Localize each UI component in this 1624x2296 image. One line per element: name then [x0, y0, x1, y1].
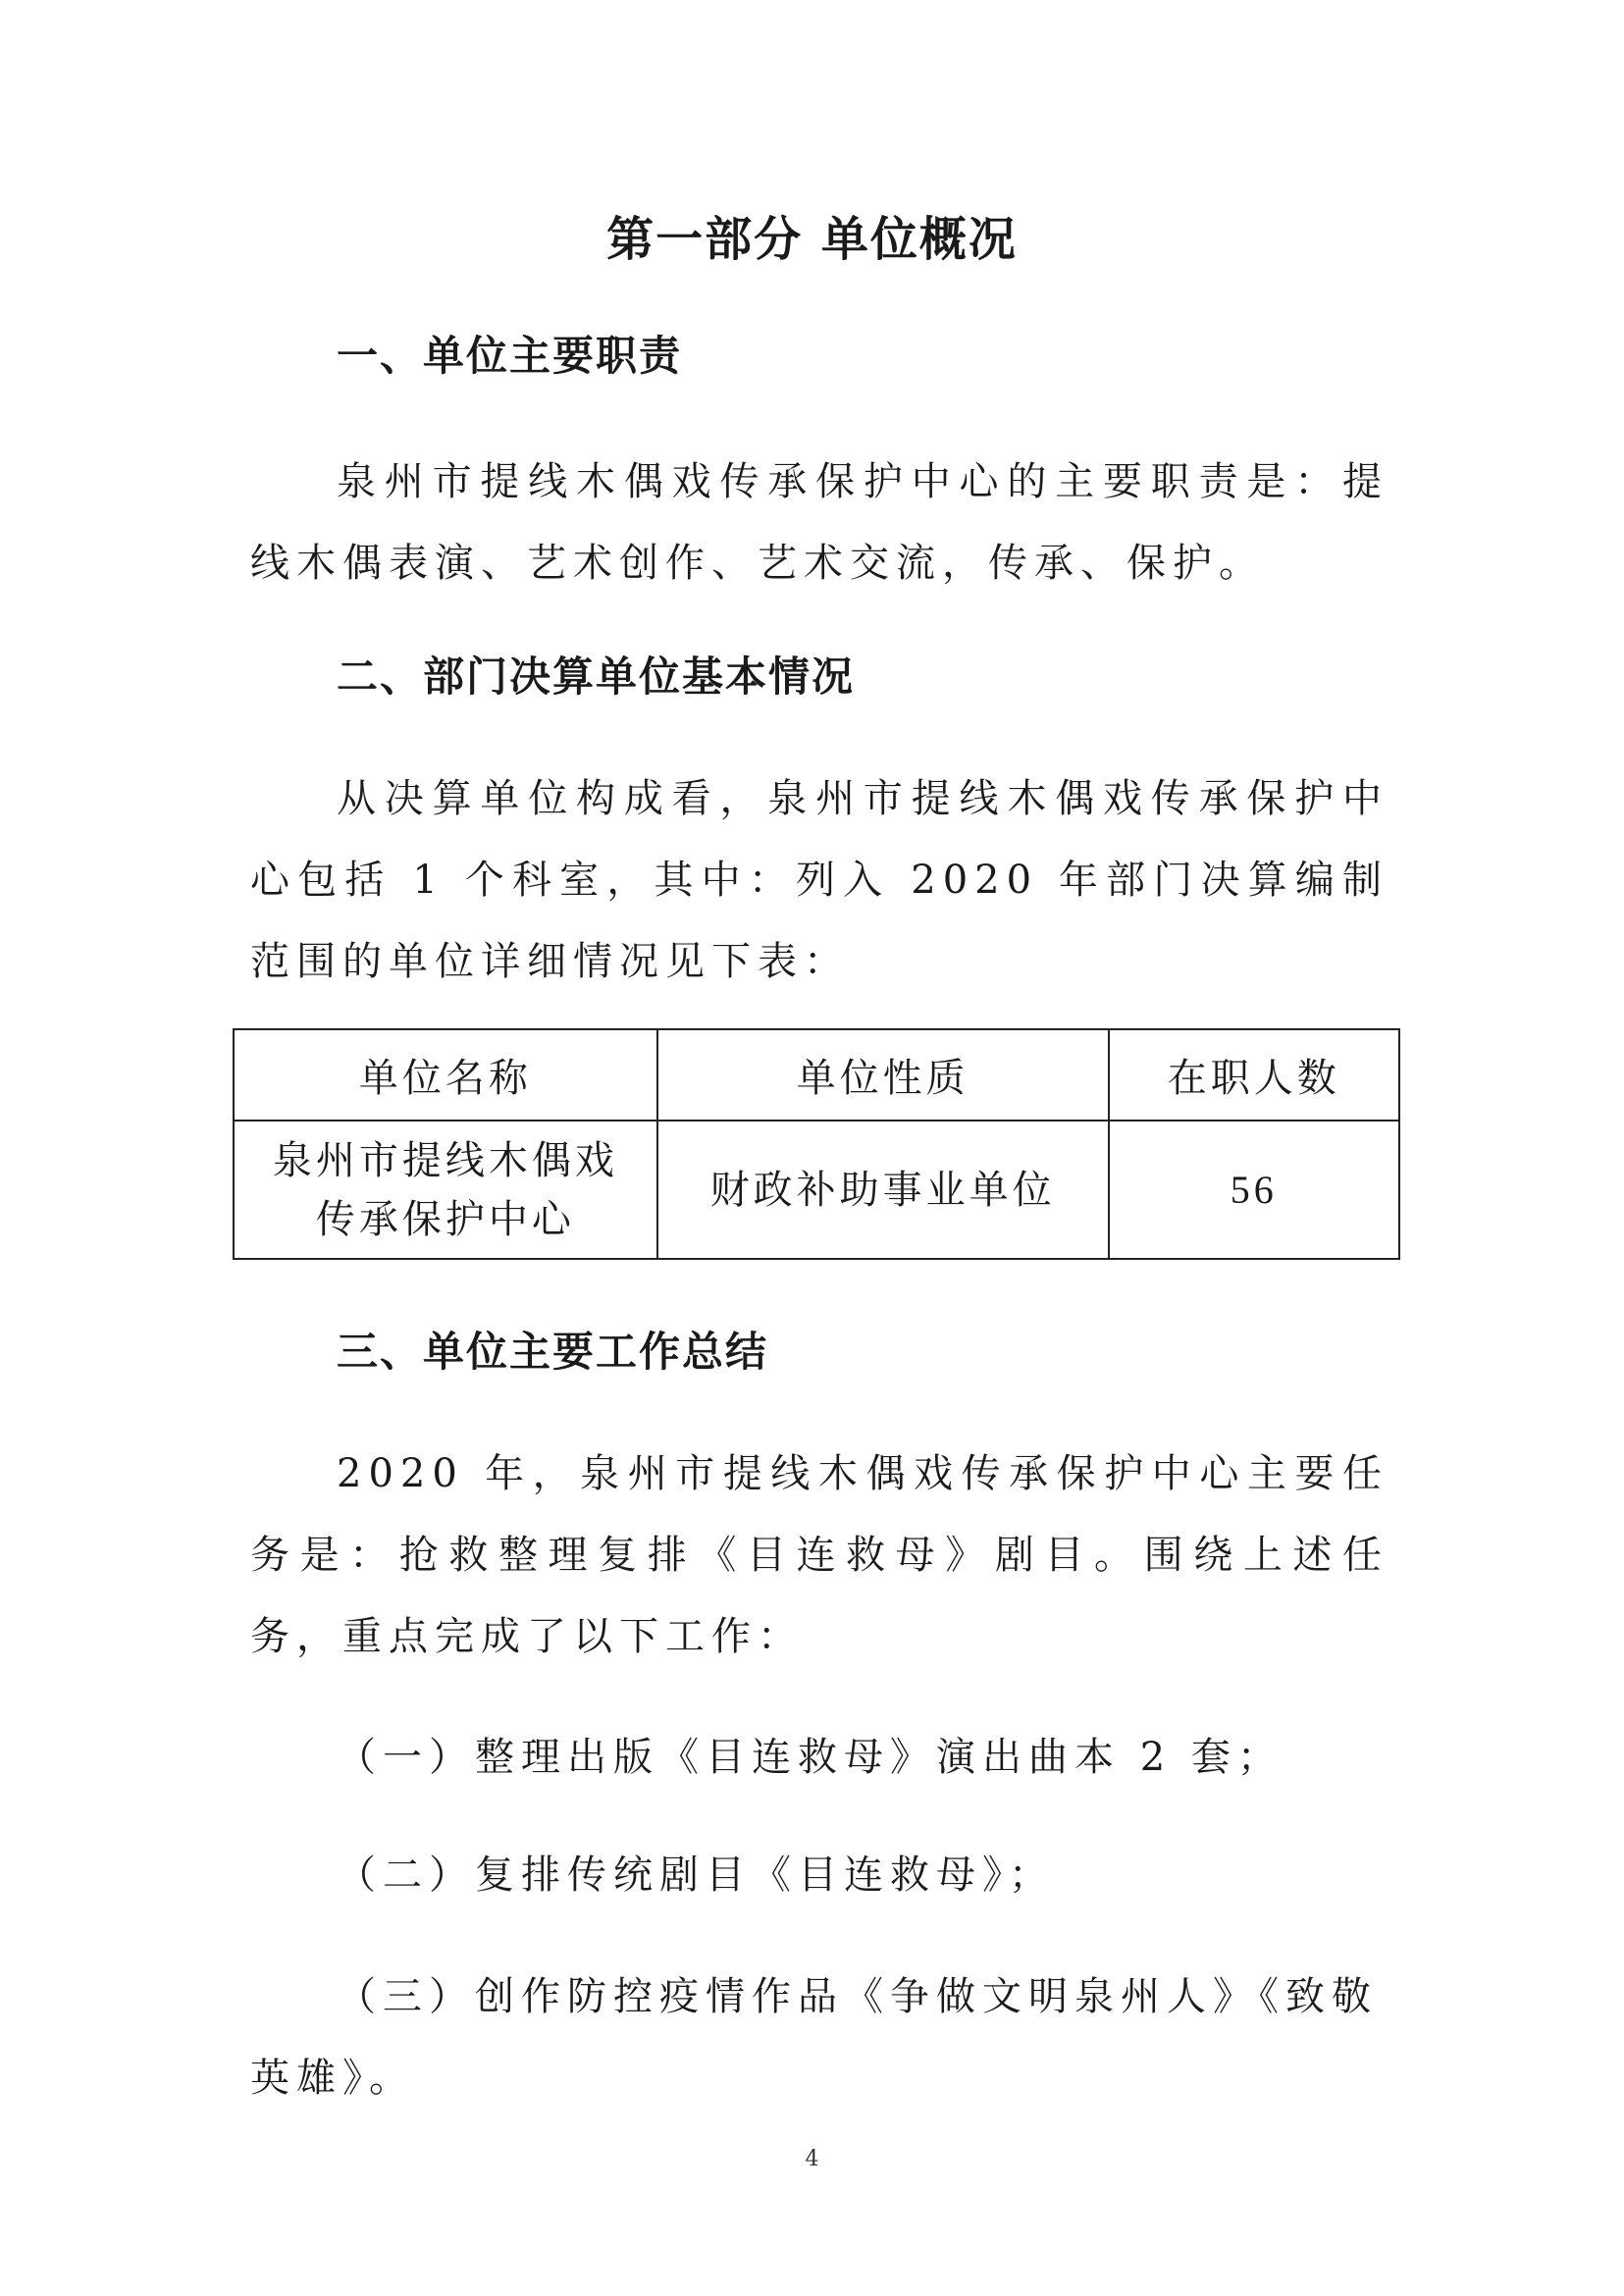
work-summary-paragraph: 2020 年，泉州市提线木偶戏传承保护中心主要任务是：抢救整理复排《目连救母》剧目。围绕上述任务，重点完成了以下工作：: [250, 1451, 1388, 1659]
table-header-cell: 单位性质: [657, 1029, 1109, 1121]
unit-info-table: [233, 1028, 1400, 1260]
work-item: （二）复排传统剧目《目连救母》；: [337, 1852, 1055, 1898]
basic-info-paragraph: 从决算单位构成看，泉州市提线木偶戏传承保护中心包括 1 个科室，其中：列入 2020 年部门决算编制范围的单位详细情况见下表：: [250, 776, 1388, 984]
section-heading-basic-info: 二、部门决算单位基本情况: [337, 652, 856, 701]
table-row: [234, 1121, 1399, 1259]
page-number: 4: [805, 2147, 819, 2171]
unit-name-line: 传承保护中心: [315, 1196, 575, 1242]
unit-nature-cell: 财政补助事业单位: [657, 1121, 1109, 1259]
unit-name-line: 泉州市提线木偶戏: [272, 1137, 618, 1183]
unit-name-cell: [234, 1121, 657, 1259]
page-title: 第一部分 单位概况: [606, 212, 1018, 267]
table-header-cell: 单位名称: [234, 1029, 657, 1121]
work-item: （三）创作防控疫情作品《争做文明泉州人》《致敬英雄》。: [250, 1974, 1378, 2101]
duties-paragraph: 泉州市提线木偶戏传承保护中心的主要职责是：提线木偶表演、艺术创作、艺术交流，传承、保护。: [250, 459, 1388, 586]
work-item: （一）整理出版《目连救母》演出曲本 2 套；: [337, 1735, 1283, 1780]
section-heading-work-summary: 三、单位主要工作总结: [337, 1328, 769, 1376]
section-heading-duties: 一、单位主要职责: [337, 332, 683, 380]
staff-count-cell: 56: [1109, 1121, 1399, 1259]
table-header-row: [234, 1029, 1399, 1121]
table-header-cell: 在职人数: [1109, 1029, 1399, 1121]
